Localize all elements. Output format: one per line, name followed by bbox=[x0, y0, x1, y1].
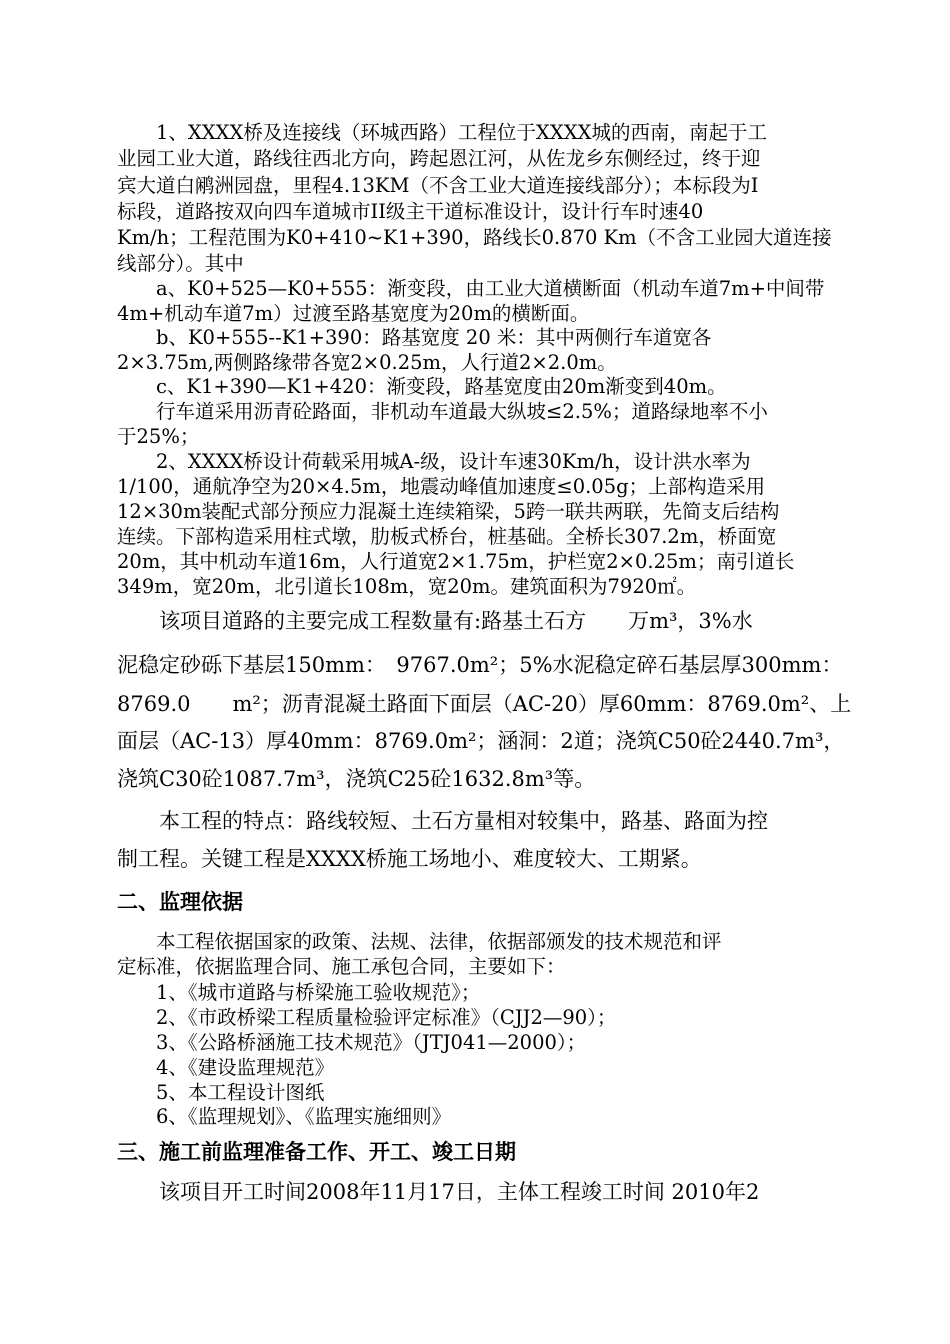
list-item: 6、《监理规划》、《监理实施细则》 bbox=[117, 1105, 452, 1128]
list-item: 4、《建设监理规范》 bbox=[117, 1056, 335, 1079]
text-line: 2、XXXX桥设计荷载采用城A-级，设计车速30Km/h，设计洪水率为 bbox=[117, 450, 751, 473]
text-line: 本工程依据国家的政策、法规、法律，依据部颁发的技术规范和评 bbox=[117, 930, 722, 953]
section-heading: 二、监理依据 bbox=[117, 890, 243, 914]
text-line: 浇筑C30砼1087.7m³，浇筑C25砼1632.8m³等。 bbox=[117, 767, 596, 791]
text-line: 于25%； bbox=[117, 425, 200, 448]
text-line: 349m，宽20m，北引道长108m，宽20m。建筑面积为7920㎡。 bbox=[117, 575, 697, 598]
text-line: 12×30m装配式部分预应力混凝土连续箱梁，5跨一联共两联，先简支后结构 bbox=[117, 500, 780, 523]
text-line: a、K0+525—K0+555：渐变段，由工业大道横断面（机动车道7m+中间带 bbox=[117, 277, 825, 300]
text-line: 标段，道路按双向四车道城市II级主干道标准设计，设计行车时速40 bbox=[117, 200, 704, 223]
list-item: 1、《城市道路与桥梁施工验收规范》； bbox=[117, 981, 481, 1004]
text-line: 业园工业大道，路线往西北方向，跨起恩江河，从佐龙乡东侧经过，终于迎 bbox=[117, 147, 761, 170]
list-item: 3、《公路桥涵施工技术规范》（JTJ041—2000）； bbox=[117, 1031, 587, 1054]
text-line: 线部分）。其中 bbox=[117, 252, 244, 275]
text-line: 本工程的特点：路线较短、土石方量相对较集中，路基、路面为控 bbox=[117, 809, 768, 833]
text-line: 行车道采用沥青砼路面，非机动车道最大纵坡≤2.5%；道路绿地率不小 bbox=[117, 400, 768, 423]
text-line: 面层（AC-13）厚40mm：8769.0m²；涵洞：2道；浇筑C50砼2440.7m³， bbox=[117, 729, 845, 753]
text-line: b、K0+555--K1+390：路基宽度 20 米：其中两侧行车道宽各 bbox=[117, 326, 712, 349]
text-line: 1/100，通航净空为20×4.5m，地震动峰值加速度≤0.05g；上部构造采用 bbox=[117, 475, 766, 498]
text-line: 1、XXXX桥及连接线（环城西路）工程位于XXXX城的西南，南起于工 bbox=[117, 121, 767, 144]
list-item: 5、本工程设计图纸 bbox=[117, 1081, 325, 1104]
list-item: 2、《市政桥梁工程质量检验评定标准》（CJJ2—90）； bbox=[117, 1006, 617, 1029]
text-line: 该项目道路的主要完成工程数量有:路基土石方 万m³，3%水 bbox=[117, 609, 753, 633]
text-line: 连续。下部构造采用柱式墩，肋板式桥台，桩基础。全桥长307.2m，桥面宽 bbox=[117, 525, 777, 548]
text-line: 2×3.75m,两侧路缘带各宽2×0.25m，人行道2×2.0m。 bbox=[117, 351, 617, 374]
text-line: 定标准，依据监理合同、施工承包合同，主要如下： bbox=[117, 955, 566, 978]
text-line: 制工程。关键工程是XXXX桥施工场地小、难度较大、工期紧。 bbox=[117, 847, 702, 871]
text-line: c、K1+390—K1+420：渐变段，路基宽度由20m渐变到40m。 bbox=[117, 375, 727, 398]
text-line: Km/h；工程范围为K0+410~K1+390，路线长0.870 Km（不含工业园大道连接 bbox=[117, 226, 832, 249]
section-heading: 三、施工前监理准备工作、开工、竣工日期 bbox=[117, 1140, 516, 1164]
text-line: 宾大道白鹇洲园盘，里程4.13KM（不含工业大道连接线部分）；本标段为I bbox=[117, 174, 759, 197]
text-line: 泥稳定砂砾下基层150mm： 9767.0m²；5%水泥稳定碎石基层厚300mm： bbox=[117, 653, 843, 677]
text-line: 该项目开工时间2008年11月17日，主体工程竣工时间 2010年2 bbox=[117, 1180, 760, 1204]
text-line: 20m，其中机动车道16m，人行道宽2×1.75m，护栏宽2×0.25m；南引道长 bbox=[117, 550, 795, 573]
text-line: 8769.0 m²；沥青混凝土路面下面层（AC-20）厚60mm：8769.0m²、上 bbox=[117, 692, 852, 716]
text-line: 4m+机动车道7m）过渡至路基宽度为20m的横断面。 bbox=[117, 302, 590, 325]
